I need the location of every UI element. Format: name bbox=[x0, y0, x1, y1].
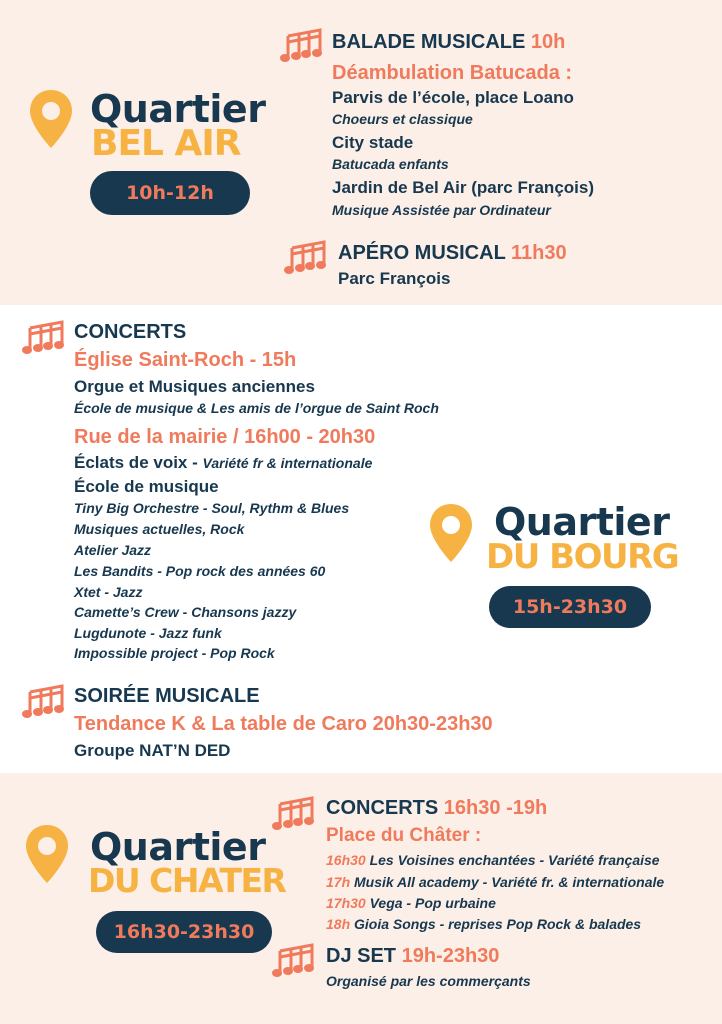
venue-desc: Choeurs et classique bbox=[332, 111, 473, 127]
venue-place: Parvis de l’école, place Loano bbox=[332, 88, 574, 107]
schedule-item bbox=[326, 853, 660, 867]
group-item: Impossible project - Pop Rock bbox=[74, 645, 275, 661]
eclats-desc: Variété fr & internationale bbox=[202, 455, 373, 471]
time-badge: 15h-23h30 bbox=[489, 586, 651, 628]
deambulation-heading: Déambulation Batucada : bbox=[332, 62, 573, 84]
ecole-amis-line: École de musique & Les amis de l’orgue de Saint Roch bbox=[74, 400, 439, 416]
schedule-time: 18h bbox=[326, 916, 351, 932]
music-notes-icon bbox=[280, 26, 324, 64]
venue-place: Jardin de Bel Air (parc François) bbox=[332, 178, 594, 197]
djset-heading bbox=[326, 946, 499, 966]
neighborhood-name: DU BOURG bbox=[486, 537, 679, 577]
music-notes-icon bbox=[22, 682, 66, 720]
music-notes-icon bbox=[22, 318, 66, 356]
time-badge: 16h30-23h30 bbox=[96, 911, 272, 953]
location-pin-icon bbox=[428, 502, 474, 564]
group-item: Atelier Jazz bbox=[74, 542, 152, 558]
orgue-line: Orgue et Musiques anciennes bbox=[74, 377, 315, 396]
place-heading: Place du Châter : bbox=[326, 825, 482, 846]
soiree-groupe: Groupe NAT’N DED bbox=[74, 741, 231, 760]
time-badge: 10h-12h bbox=[90, 171, 250, 215]
quartier-label: Quartier bbox=[90, 87, 266, 131]
chater-concerts-heading bbox=[326, 798, 547, 818]
organise-line: Organisé par les commerçants bbox=[326, 973, 531, 989]
schedule-time: 16h30 bbox=[326, 852, 366, 868]
schedule-item bbox=[326, 896, 496, 910]
group-item: Les Bandits - Pop rock des années 60 bbox=[74, 563, 326, 579]
schedule-text: Musik All academy - Variété fr. & internationale bbox=[354, 874, 665, 890]
apero-place: Parc François bbox=[338, 269, 451, 288]
location-pin-icon bbox=[28, 88, 74, 150]
schedule-text: Gioia Songs - reprises Pop Rock & balades bbox=[354, 916, 642, 932]
apero-heading bbox=[338, 243, 567, 263]
chater-concerts-title: CONCERTS bbox=[326, 797, 439, 819]
venue-desc: Batucada enfants bbox=[332, 156, 449, 172]
eglise-heading: Église Saint-Roch - 15h bbox=[74, 349, 297, 371]
group-item: Musiques actuelles, Rock bbox=[74, 521, 245, 537]
venue-place: City stade bbox=[332, 133, 414, 152]
schedule-text: Vega - Pop urbaine bbox=[369, 895, 496, 911]
neighborhood-name: DU CHATER bbox=[88, 861, 286, 900]
group-item: Tiny Big Orchestre - Soul, Rythm & Blues bbox=[74, 500, 350, 516]
venue-desc: Musique Assistée par Ordinateur bbox=[332, 202, 551, 218]
balade-heading bbox=[332, 32, 565, 52]
balade-title: BALADE MUSICALE bbox=[332, 31, 526, 53]
group-item: Xtet - Jazz bbox=[74, 584, 143, 600]
schedule-time: 17h30 bbox=[326, 895, 366, 911]
rue-heading: Rue de la mairie / 16h00 - 20h30 bbox=[74, 426, 376, 448]
neighborhood-name: BEL AIR bbox=[91, 123, 241, 164]
djset-time: 19h-23h30 bbox=[401, 945, 500, 967]
music-notes-icon bbox=[272, 794, 316, 832]
soiree-line: Tendance K & La table de Caro 20h30-23h30 bbox=[74, 713, 493, 735]
concerts-heading: CONCERTS bbox=[74, 321, 187, 343]
chater-concerts-time: 16h30 -19h bbox=[443, 797, 548, 819]
group-item: Camette’s Crew - Chansons jazzy bbox=[74, 604, 297, 620]
schedule-item bbox=[326, 875, 664, 889]
apero-time: 11h30 bbox=[510, 242, 567, 264]
soiree-heading: SOIRÉE MUSICALE bbox=[74, 685, 260, 707]
location-pin-icon bbox=[24, 823, 70, 885]
djset-title: DJ SET bbox=[326, 945, 397, 967]
eclats-label: Éclats de voix - bbox=[74, 453, 198, 472]
schedule-text: Les Voisines enchantées - Variété française bbox=[369, 852, 660, 868]
music-notes-icon bbox=[272, 941, 316, 979]
group-item: Lugdunote - Jazz funk bbox=[74, 625, 222, 641]
quartier-label: Quartier bbox=[90, 825, 266, 869]
music-notes-icon bbox=[284, 238, 328, 276]
schedule-item bbox=[326, 917, 641, 931]
balade-time: 10h bbox=[530, 31, 566, 53]
ecole-line: École de musique bbox=[74, 477, 219, 496]
eclats-line bbox=[74, 454, 372, 471]
quartier-label: Quartier bbox=[494, 500, 670, 544]
schedule-time: 17h bbox=[326, 874, 351, 890]
apero-title: APÉRO MUSICAL bbox=[338, 242, 506, 264]
